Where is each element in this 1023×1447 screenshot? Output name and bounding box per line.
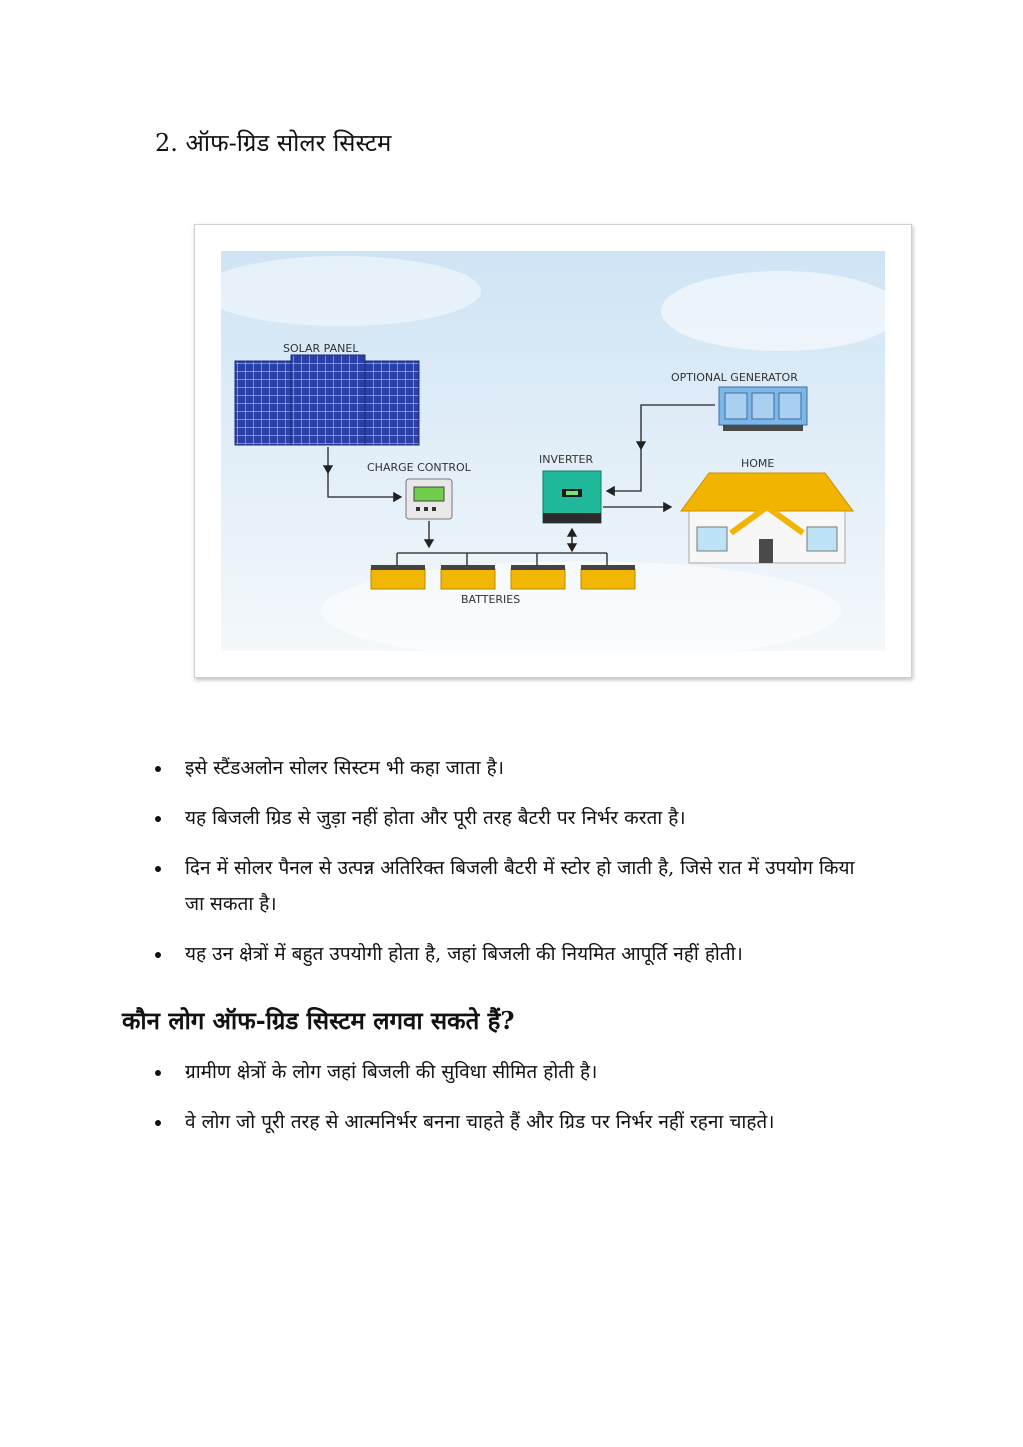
list-item: इसे स्टैंडअलोन सोलर सिस्टम भी कहा जाता है।: [150, 750, 870, 786]
inverter-icon: [543, 471, 601, 523]
list-item: वे लोग जो पूरी तरह से आत्मनिर्भर बनना चाहते हैं और ग्रिड पर निर्भर नहीं रहना चाहते।: [150, 1104, 870, 1140]
list-item: दिन में सोलर पैनल से उत्पन्न अतिरिक्त बिजली बैटरी में स्टोर हो जाती है, जिसे रात में उपयोग किया जा सकता है।: [150, 850, 870, 922]
off-grid-diagram-figure: [194, 224, 912, 678]
batteries-label: BATTERIES: [461, 593, 521, 606]
features-list: [150, 750, 870, 986]
home-label: HOME: [741, 457, 775, 470]
list-item: यह बिजली ग्रिड से जुड़ा नहीं होता और पूरी तरह बैटरी पर निर्भर करता है।: [150, 800, 870, 836]
bullet-icon: [155, 766, 161, 772]
optional-generator-label: OPTIONAL GENERATOR: [671, 371, 798, 384]
bullet-icon: [155, 816, 161, 822]
charge-controller-icon: [406, 479, 452, 519]
who-title: कौन लोग ऑफ-ग्रिड सिस्टम लगवा सकते हैं?: [122, 1006, 515, 1035]
bullet-icon: [155, 866, 161, 872]
off-grid-diagram: [221, 251, 885, 651]
section-title: 2. ऑफ-ग्रिड सोलर सिस्टम: [155, 129, 392, 157]
list-item: ग्रामीण क्षेत्रों के लोग जहां बिजली की सुविधा सीमित होती है।: [150, 1054, 870, 1090]
bullet-icon: [155, 952, 161, 958]
bullet-icon: [155, 1120, 161, 1126]
generator-icon: [719, 387, 807, 431]
solar-panel-icon: [235, 355, 419, 445]
inverter-label: INVERTER: [539, 453, 594, 466]
who-list: [150, 1054, 870, 1154]
list-item: यह उन क्षेत्रों में बहुत उपयोगी होता है, जहां बिजली की नियमित आपूर्ति नहीं होती।: [150, 936, 870, 972]
charge-control-label: CHARGE CONTROL: [367, 461, 471, 474]
bullet-icon: [155, 1070, 161, 1076]
home-icon: [681, 473, 853, 563]
solar-panel-label: SOLAR PANEL: [283, 342, 359, 355]
